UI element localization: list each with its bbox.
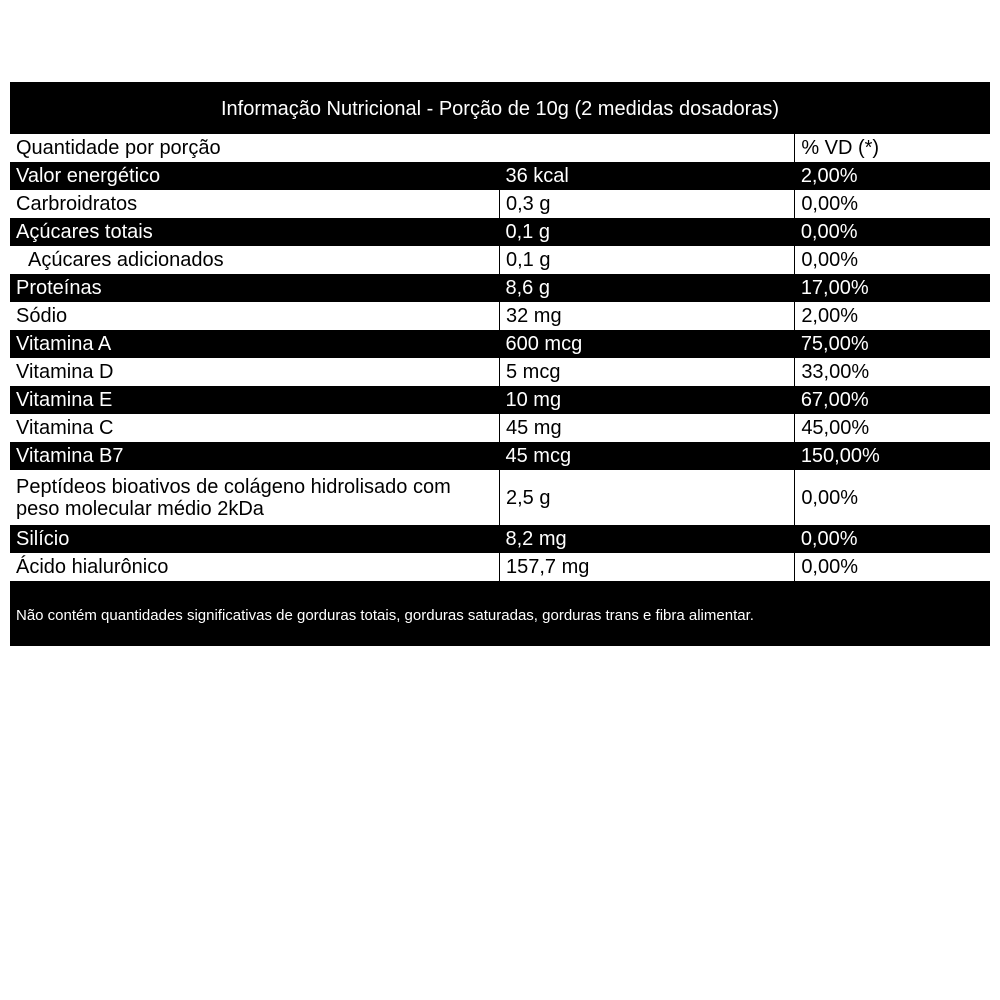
nutrient-name: Sódio bbox=[10, 302, 499, 330]
nutrient-name: Vitamina A bbox=[10, 330, 499, 358]
quantity-header: Quantidade por porção bbox=[10, 134, 795, 162]
nutrient-name: Proteínas bbox=[10, 274, 499, 302]
nutrient-name: Valor energético bbox=[10, 162, 499, 190]
nutrient-vd: 33,00% bbox=[795, 358, 990, 386]
nutrient-vd: 75,00% bbox=[795, 330, 990, 358]
nutrient-amount: 36 kcal bbox=[499, 162, 794, 190]
nutrition-table bbox=[10, 134, 990, 581]
nutrient-amount: 600 mcg bbox=[499, 330, 794, 358]
nutrient-vd: 2,00% bbox=[795, 162, 990, 190]
nutrient-name: Ácido hialurônico bbox=[10, 553, 499, 581]
footnote: Não contém quantidades significativas de gorduras totais, gorduras saturadas, gorduras trans e fibra alimentar. bbox=[16, 607, 754, 624]
nutrient-amount: 5 mcg bbox=[499, 358, 794, 386]
table-row bbox=[10, 442, 990, 470]
table-row bbox=[10, 330, 990, 358]
table-row bbox=[10, 414, 990, 442]
nutrient-vd: 150,00% bbox=[795, 442, 990, 470]
nutrient-vd: 0,00% bbox=[795, 218, 990, 246]
nutrient-vd: 0,00% bbox=[795, 553, 990, 581]
nutrient-vd: 0,00% bbox=[795, 246, 990, 274]
table-row bbox=[10, 274, 990, 302]
nutrient-vd: 0,00% bbox=[795, 525, 990, 553]
table-row bbox=[10, 525, 990, 553]
nutrient-name: Vitamina C bbox=[10, 414, 499, 442]
table-row bbox=[10, 553, 990, 581]
nutrient-vd: 67,00% bbox=[795, 386, 990, 414]
table-row bbox=[10, 358, 990, 386]
nutrient-vd: 0,00% bbox=[795, 190, 990, 218]
nutrient-amount: 32 mg bbox=[499, 302, 794, 330]
nutrient-name: Vitamina D bbox=[10, 358, 499, 386]
nutrient-amount: 8,6 g bbox=[499, 274, 794, 302]
nutrient-vd: 17,00% bbox=[795, 274, 990, 302]
table-row bbox=[10, 218, 990, 246]
nutrient-name: Silício bbox=[10, 525, 499, 553]
nutrient-amount: 2,5 g bbox=[499, 470, 794, 525]
table-title: Informação Nutricional - Porção de 10g (2 medidas dosadoras) bbox=[220, 98, 780, 120]
nutrient-name: Peptídeos bioativos de colágeno hidrolisado com peso molecular médio 2kDa bbox=[10, 470, 499, 525]
table-row bbox=[10, 470, 990, 525]
table-row bbox=[10, 386, 990, 414]
nutrient-amount: 0,1 g bbox=[499, 246, 794, 274]
nutrient-amount: 0,3 g bbox=[499, 190, 794, 218]
header-row bbox=[10, 134, 990, 162]
nutrient-amount: 0,1 g bbox=[499, 218, 794, 246]
table-row bbox=[10, 162, 990, 190]
nutrient-name: Açúcares totais bbox=[10, 218, 499, 246]
nutrient-amount: 157,7 mg bbox=[499, 553, 794, 581]
table-row bbox=[10, 246, 990, 274]
nutrient-name: Vitamina B7 bbox=[10, 442, 499, 470]
nutrient-amount: 8,2 mg bbox=[499, 525, 794, 553]
nutrition-facts-panel bbox=[10, 82, 990, 646]
nutrient-vd: 0,00% bbox=[795, 470, 990, 525]
nutrient-amount: 10 mg bbox=[499, 386, 794, 414]
nutrient-name: Carbroidratos bbox=[10, 190, 499, 218]
table-row bbox=[10, 190, 990, 218]
table-row bbox=[10, 302, 990, 330]
nutrient-amount: 45 mg bbox=[499, 414, 794, 442]
nutrient-name: Açúcares adicionados bbox=[10, 246, 499, 274]
vd-header: % VD (*) bbox=[795, 134, 990, 162]
nutrient-name: Vitamina E bbox=[10, 386, 499, 414]
nutrient-vd: 45,00% bbox=[795, 414, 990, 442]
nutrient-amount: 45 mcg bbox=[499, 442, 794, 470]
nutrient-vd: 2,00% bbox=[795, 302, 990, 330]
